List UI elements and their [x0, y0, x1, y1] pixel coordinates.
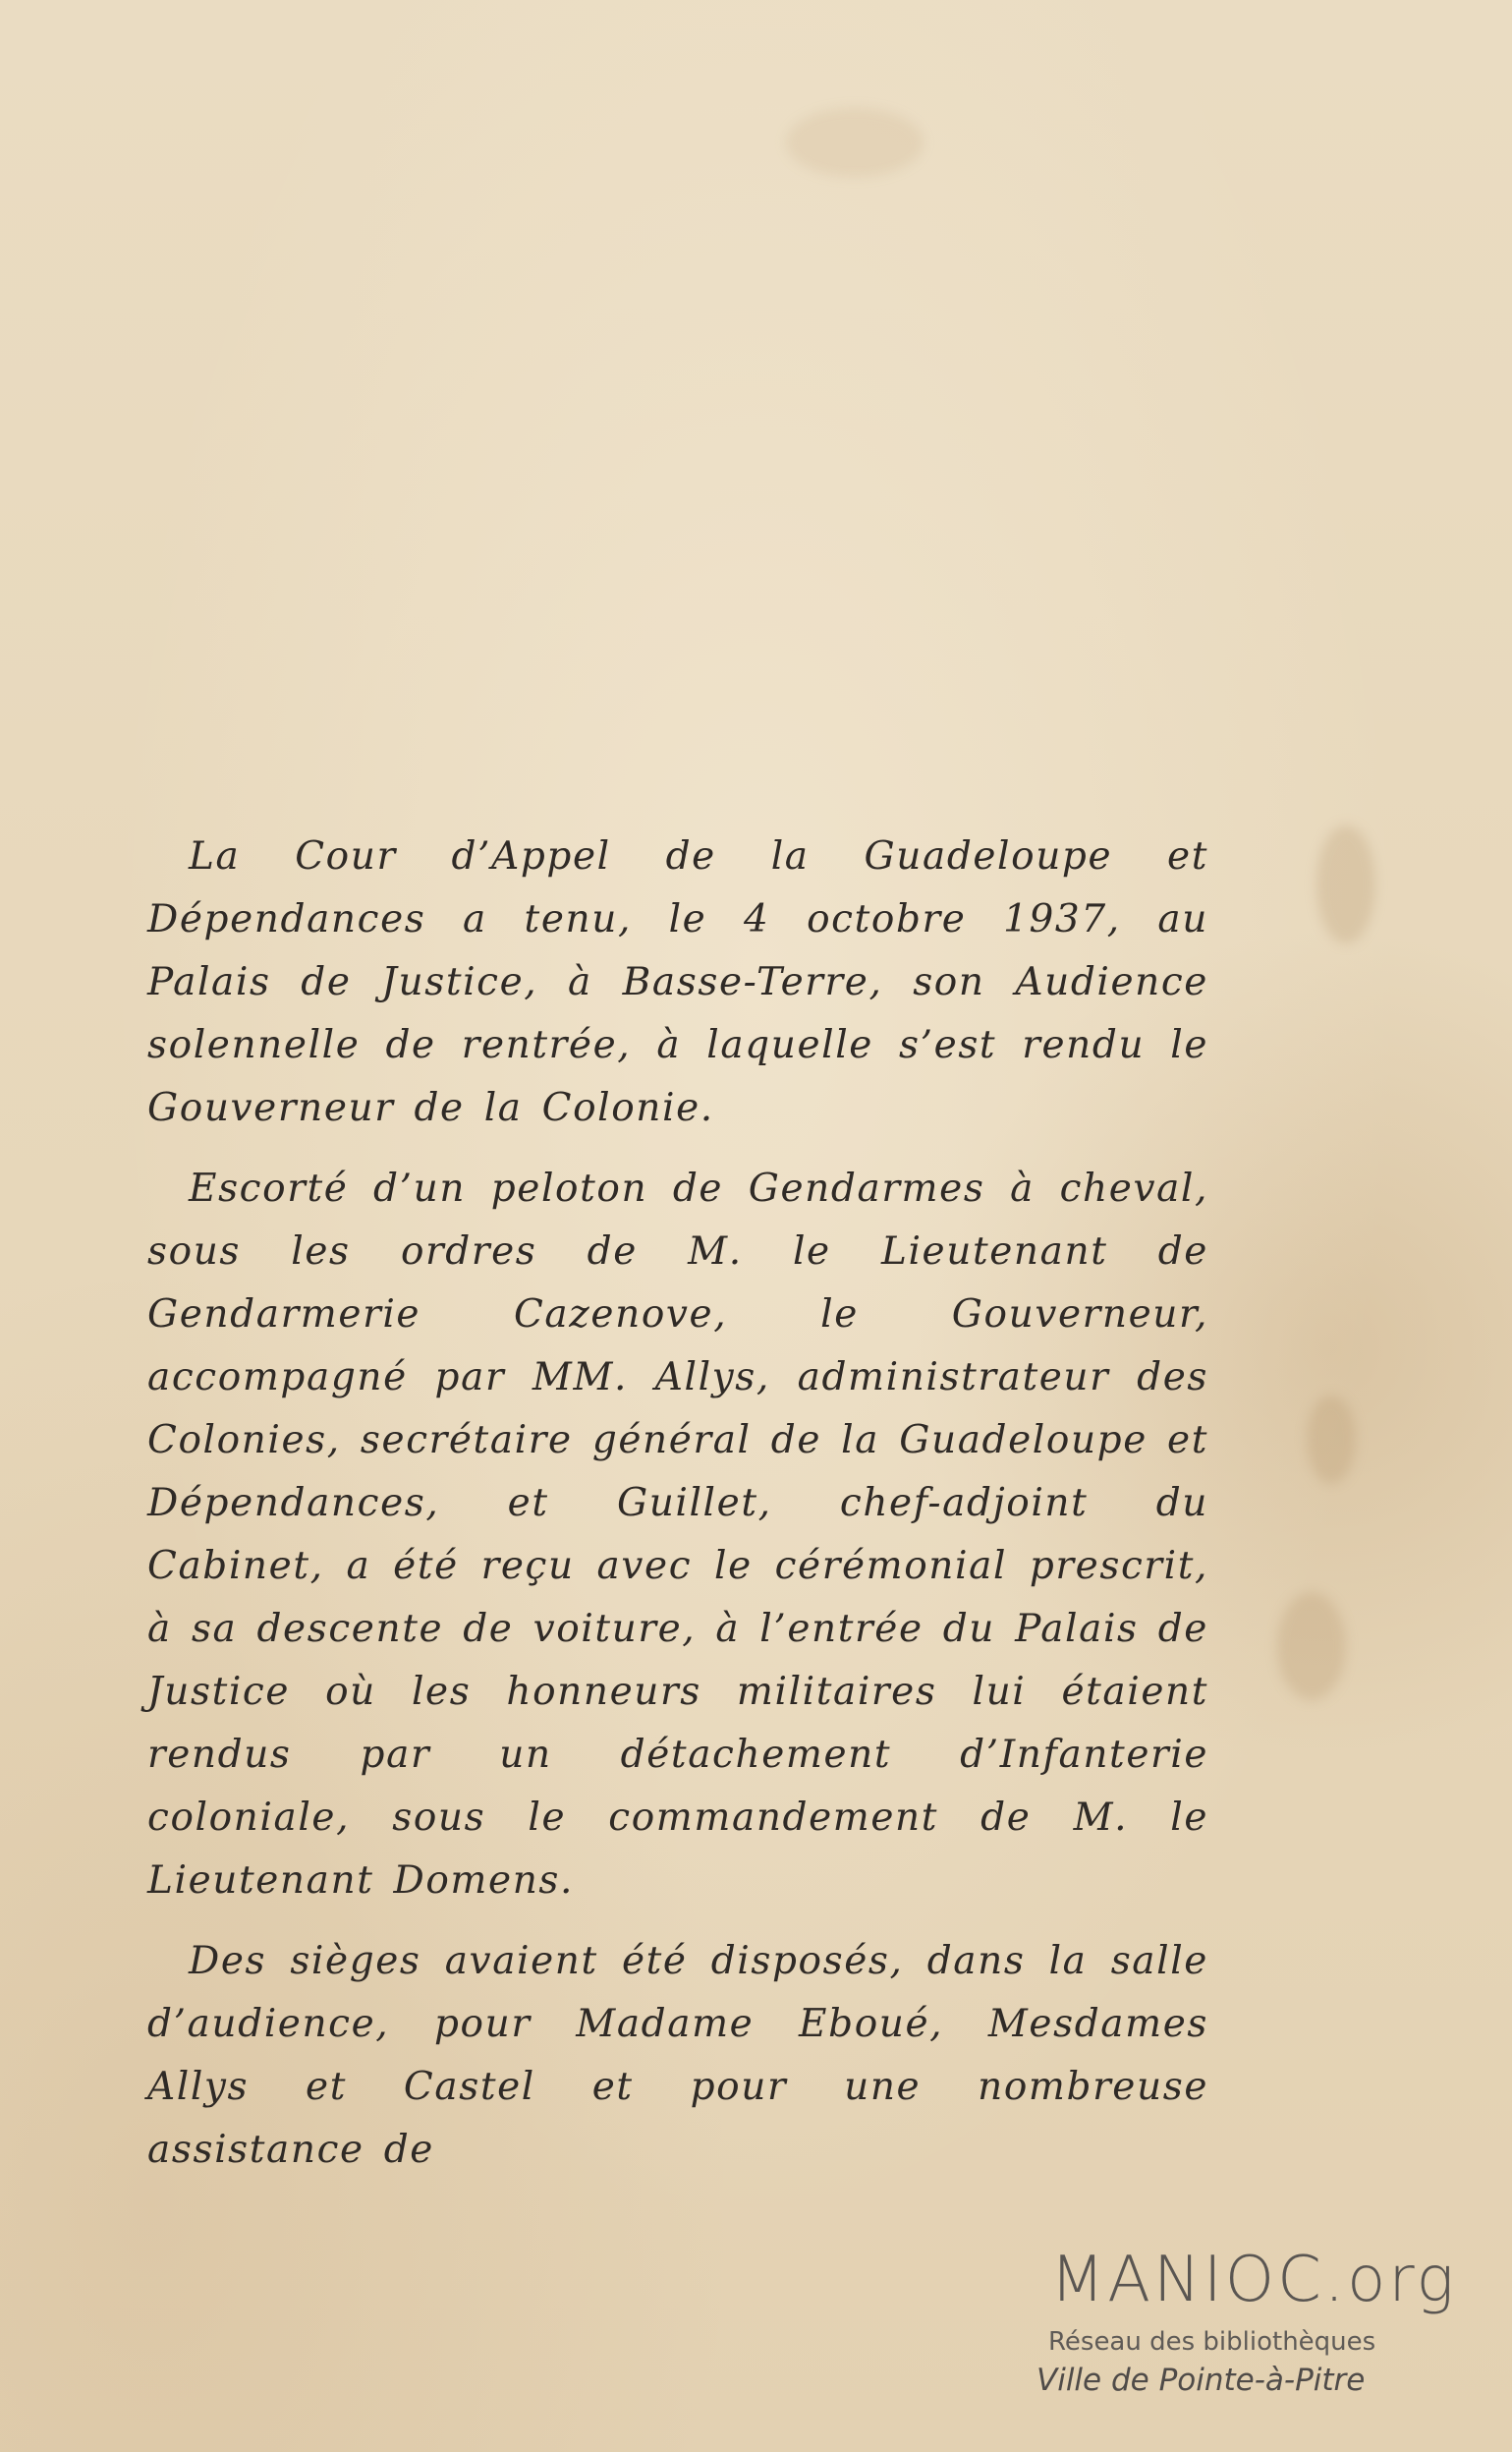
paper-stain — [786, 108, 924, 177]
paper-stain — [1307, 1396, 1356, 1484]
manioc-network-label: Réseau des bibliothèques — [1048, 2327, 1376, 2357]
paragraph-seating: Des sièges avaient été disposés, dans la salle d’audience, pour Madame Eboué, Mesdames Allys et Castel et pour une nombreuse assistance de — [147, 1939, 1208, 2172]
paragraph-audience: La Cour d’Appel de la Guadeloupe et Dépendances a tenu, le 4 octobre 1937, au Palais de Justice, à Basse-Terre, son Audience solennelle de rentrée, à laquelle s’est rendu le Gouverneur de la Colonie. — [147, 834, 1208, 1130]
manioc-watermark — [1036, 2243, 1488, 2420]
manioc-city-label: Ville de Pointe-à-Pitre — [1036, 2363, 1366, 2398]
body-text — [147, 826, 1208, 2199]
paragraph-escort: Escorté d’un peloton de Gendarmes à cheval, sous les ordres de M. le Lieutenant de Gendarmerie Cazenove, le Gouverneur, accompagné par MM. Allys, administrateur des Colonies, secrétaire général de la Guadeloupe et Dépendances, et Guillet, chef-adjoint du Cabinet, a été reçu avec le cérémonial prescrit, à sa descente de voiture, à l’entrée du Palais de Justice où les honneurs militaires lui étaient rendus par un détachement d’Infanterie coloniale, sous le commandement de M. le Lieutenant Domens. — [147, 1167, 1208, 1903]
paper-stain — [1277, 1592, 1346, 1700]
paper-stain — [1316, 826, 1375, 943]
manioc-logo-wordmark: MANIOC.org — [1050, 2244, 1457, 2316]
